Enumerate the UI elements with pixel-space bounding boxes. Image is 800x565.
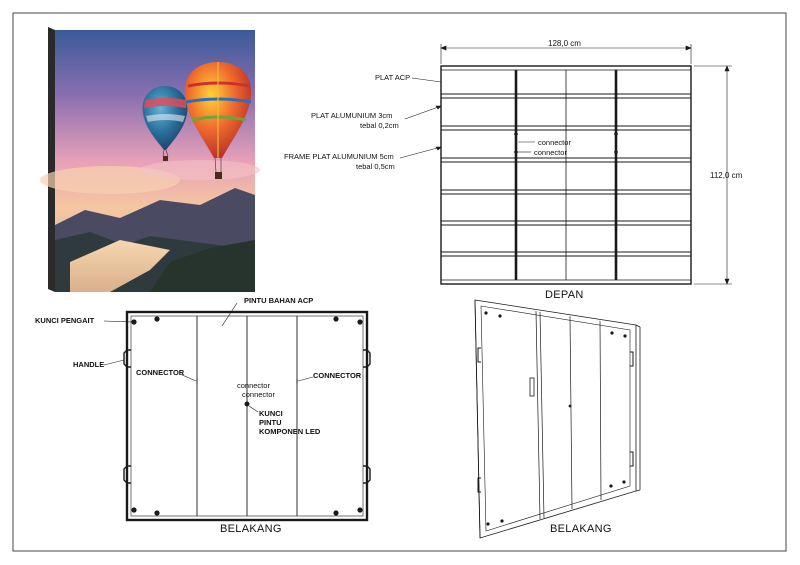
iso-inner bbox=[481, 306, 630, 531]
front-caption: DEPAN bbox=[545, 289, 584, 301]
panel-dividers bbox=[441, 70, 691, 280]
front-height-label: 112,0 cm bbox=[710, 171, 743, 180]
label-connector-right: CONNECTOR bbox=[313, 371, 362, 380]
front-view bbox=[400, 44, 732, 284]
back-view bbox=[104, 303, 370, 520]
label-frame-line1: FRAME PLAT ALUMUNIUM 5cm bbox=[284, 152, 394, 161]
iso-caption: BELAKANG bbox=[550, 523, 612, 535]
label-connector-left: CONNECTOR bbox=[136, 368, 185, 377]
iso-connector-box bbox=[530, 378, 534, 396]
label-back-connector-2: connector bbox=[242, 390, 275, 399]
door-lock bbox=[245, 402, 249, 406]
label-komponen-led: KOMPONEN LED bbox=[259, 427, 321, 436]
label-back-connector-1: connector bbox=[237, 381, 270, 390]
led-panel-photo bbox=[40, 27, 260, 292]
label-kunci: KUNCI bbox=[259, 409, 283, 418]
iso-door-lines bbox=[536, 311, 601, 519]
label-front-connector-1: connector bbox=[538, 138, 571, 147]
iso-handles bbox=[478, 348, 633, 492]
iso-outer bbox=[475, 300, 636, 538]
label-plat-alu-line2: tebal 0,2cm bbox=[360, 121, 399, 130]
label-pintu: PINTU bbox=[259, 418, 282, 427]
label-frame-line2: tebal 0,5cm bbox=[356, 162, 395, 171]
label-plat-acp: PLAT ACP bbox=[375, 73, 411, 82]
back-leaders bbox=[104, 303, 313, 412]
label-handle: HANDLE bbox=[73, 360, 105, 369]
front-width-label: 128,0 cm bbox=[548, 39, 581, 48]
label-front-connector-2: connector bbox=[534, 148, 567, 157]
label-kunci-pengait: KUNCI PENGAIT bbox=[35, 316, 95, 325]
label-pintu-acp: PINTU BAHAN ACP bbox=[244, 296, 314, 305]
label-plat-alu-line1: PLAT ALUMUNIUM 3cm bbox=[311, 111, 393, 120]
panel-side-edge bbox=[48, 27, 55, 292]
isometric-back-view bbox=[475, 300, 640, 538]
back-caption: BELAKANG bbox=[220, 523, 282, 535]
